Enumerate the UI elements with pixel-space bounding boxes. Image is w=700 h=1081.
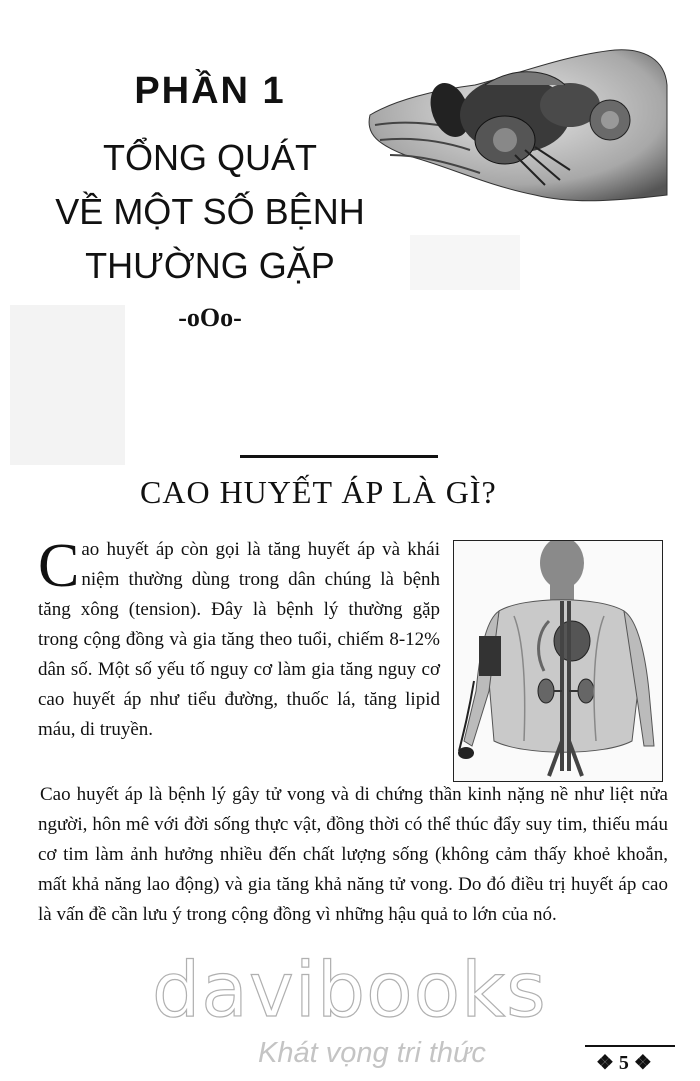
part-decoration: -oOo- — [178, 303, 242, 332]
part-label: PHẦN 1 — [134, 70, 286, 112]
page-number: ❖ 5 ❖ — [596, 1052, 652, 1074]
drop-cap: C — [38, 532, 80, 600]
cardiovascular-anatomy-illustration — [453, 540, 663, 782]
hand-with-herbs-image — [365, 45, 670, 205]
part-title-line-2: VỀ MỘT SỐ BỆNH — [55, 191, 365, 232]
background-shade — [410, 235, 520, 290]
part-title-line-3: THƯỜNG GẶP — [85, 245, 335, 286]
paragraph-2-text: Cao huyết áp là bệnh lý gây tử vong và di chứng thần kinh nặng nề như liệt nửa người, hôn mê với đời sống thực vật, đồng thời có thể thúc đẩy suy tim, thiếu máu cơ tim làm ảnh hưởng nhiều đến chất lượng sống (không cảm thấy khoẻ khoắn, mất khả năng lao động) và gia tăng khả năng tử vong. Do đó điều trị huyết áp cao là vấn đề cần lưu ý trong cộng đồng vì những hậu quả to lớn của nó. — [38, 784, 668, 925]
part-title-line-1: TỔNG QUÁT — [103, 137, 317, 178]
watermark-brand: davibooks — [152, 945, 547, 1034]
footer-rule — [585, 1045, 675, 1047]
part-title — [30, 131, 390, 293]
paragraph-2 — [38, 780, 668, 930]
paragraph-1-text: ao huyết áp còn gọi là tăng huyết áp và khái niệm thường dùng trong dân chúng là bệnh tăng xông (tension). Đây là bệnh lý thường gặp trong cộng đồng và gia tăng theo tuổi, chiếm 8-12% dân số. Một số yếu tố nguy cơ làm gia tăng nguy cơ cao huyết áp như tiểu đường, thuốc lá, tăng lipid máu, di truyền. — [38, 539, 440, 740]
background-shade — [10, 305, 125, 465]
watermark-tagline: Khát vọng tri thức — [258, 1037, 486, 1069]
section-rule — [240, 455, 438, 458]
paragraph-1 — [38, 532, 440, 745]
part-header — [30, 70, 390, 333]
section-title: CAO HUYẾT ÁP LÀ GÌ? — [140, 474, 497, 510]
